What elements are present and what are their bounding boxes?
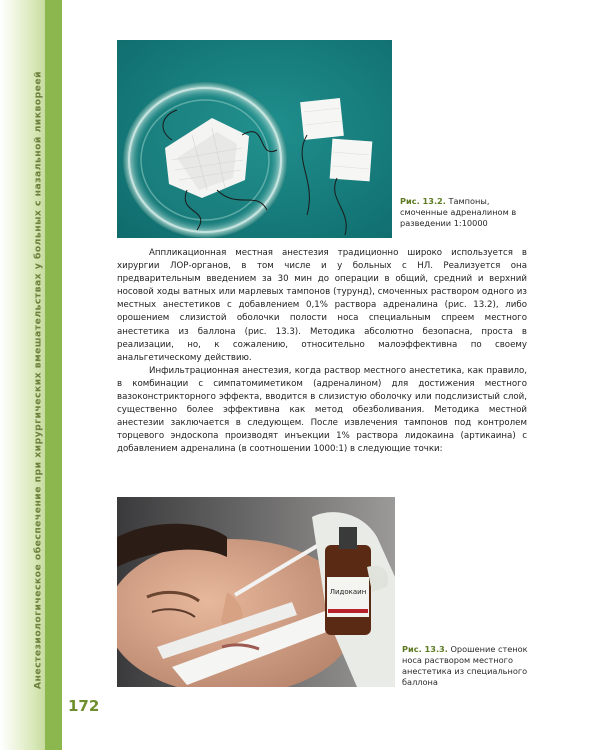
paragraph: Инфильтрационная анестезия, когда раствор местного анестетика, как правило, в комбинации с симпатомиметиком (адреналином) для достижения местного вазоконстрикторного эффекта, вводится в слизистую оболочку или подслизистый слой, существенно более эффективна как метод обезболивания. Методика местной анестезии заключается в следующем. После извлечения тампонов под контролем торцевого эндоскопа производят инъекции 1% раствора лидокаина (артикаина) с добавлением адреналина (в соотношении 1000:1) в следующие точки: [117,365,527,455]
body-text [117,247,527,457]
page-margin-band [0,0,62,750]
figure-label: Рис. 13.3. [402,644,448,654]
figure-13-2-caption [400,196,532,229]
figure-caption-text: Орошение стенок носа раствором местного анестетика из специального баллона [402,644,528,687]
paragraph: Аппликационная местная анестезия традиционно широко используется в хирургии ЛОР-органов, в том числе и у больных с НЛ. Реализуется она предварительным введением за 30 мин до операции в общий, средний и верхний носовой ходы ватных или марлевых тампонов (турунд), смоченных раствором одного из местных анестетиков с добавлением 0,1% раствора адреналина (рис. 13.2), либо орошением слизистой оболочки полости носа специальным спреем местного анестетика из баллона (рис. 13.3). Методика абсолютно безопасна, проста в реализации, но, к сожалению, относительно малоэффективна по своему анальгетическому действию. [117,248,527,363]
figure-caption-text: Тампоны, смоченные адреналином в разведении 1:10000 [400,196,517,228]
figure-13-2-photo [117,40,392,238]
page-number: 172 [68,697,100,715]
bottle-label-text: Лидокаин [329,588,367,596]
figure-13-3-photo [117,497,395,687]
figure-label: Рис. 13.2. [400,196,446,206]
swabs-in-dish-image [117,40,392,238]
margin-accent-bar [45,0,62,750]
nasal-spray-procedure-image [117,497,395,687]
figure-13-3-caption [402,644,530,688]
running-head: Анестезиологическое обеспечение при хирургических вмешательствах у больных с назальной ликвореей [32,70,44,690]
